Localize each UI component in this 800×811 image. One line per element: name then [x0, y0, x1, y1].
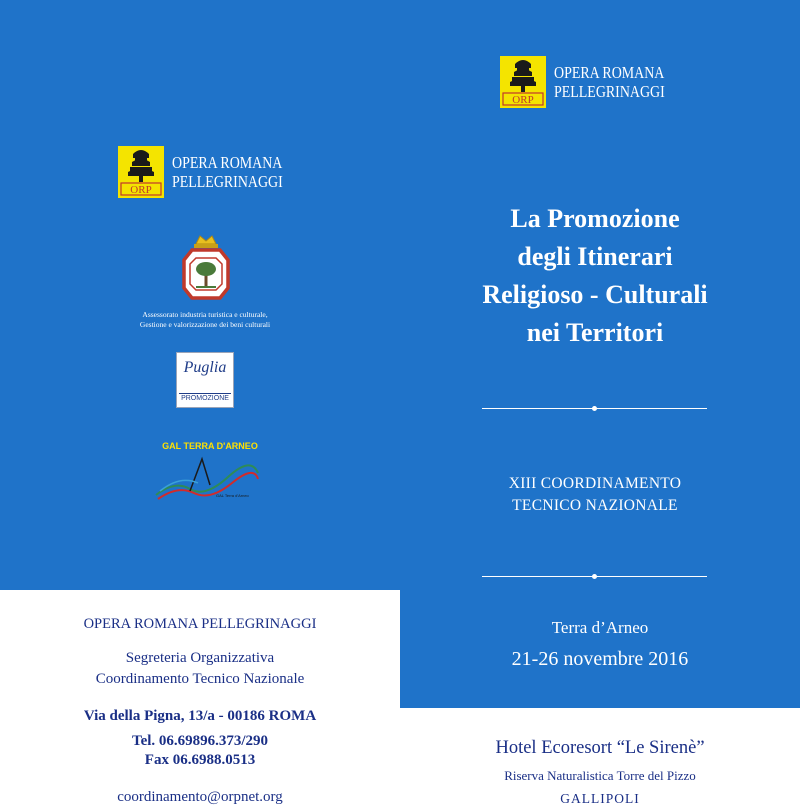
regione-puglia-crest-icon	[180, 232, 232, 302]
orp-logo-left	[118, 146, 307, 198]
subtitle-line-1: XIII COORDINAMENTO	[508, 475, 682, 492]
svg-text:ORP: ORP	[130, 184, 152, 196]
venue-hotel: Hotel Ecoresort “Le Sirenè”	[495, 738, 705, 758]
title-line-4: nei Territori	[526, 318, 664, 347]
divider-top-dot	[592, 406, 597, 411]
title-line-2: degli Itinerari	[517, 242, 673, 271]
subtitle-line-2: TECNICO NAZIONALE	[512, 497, 678, 514]
venue-reserve: Riserva Naturalistica Torre del Pizzo	[504, 768, 696, 783]
svg-text:GAL Terra d'Arneo: GAL Terra d'Arneo	[216, 493, 249, 498]
region-caption-line2: Gestione e valorizzazione dei beni culturali	[139, 320, 271, 329]
divider-bottom-dot	[592, 574, 597, 579]
orp-emblem-icon	[118, 146, 164, 198]
orp-name-line1: OPERA ROMANA	[172, 153, 283, 172]
contact-org: OPERA ROMANA PELLEGRINAGGI	[83, 616, 317, 632]
title-line-1: La Promozione	[510, 204, 680, 233]
region-caption	[100, 310, 310, 330]
puglia-promozione-label: PROMOZIONE	[181, 395, 229, 402]
event-place: Terra d’Arneo	[551, 618, 649, 637]
puglia-logo-word: Puglia	[183, 359, 227, 376]
title-line-3: Religioso - Culturali	[482, 280, 708, 309]
contact-email[interactable]: coordinamento@orpnet.org	[117, 789, 283, 805]
event-dates: 21-26 novembre 2016	[511, 648, 689, 670]
svg-text:ORP: ORP	[512, 94, 534, 106]
orp-emblem-icon	[500, 56, 546, 108]
contact-coordination: Coordinamento Tecnico Nazionale	[95, 671, 305, 687]
orp-name-line1: OPERA ROMANA	[554, 63, 665, 82]
orp-name-line2: PELLEGRINAGGI	[172, 172, 283, 191]
puglia-promozione-logo	[176, 352, 234, 408]
contact-secretariat: Segreteria Organizzativa	[125, 650, 275, 666]
main-title	[400, 200, 790, 352]
contact-address: Via della Pigna, 13/a - 00186 ROMA	[83, 708, 317, 724]
subtitle	[400, 473, 790, 517]
orp-logo-top	[500, 56, 689, 108]
contact-tel: Tel. 06.69896.373/290	[131, 733, 269, 749]
gal-title: GAL TERRA D'ARNEO	[162, 441, 258, 451]
gal-logo-waves-icon	[150, 455, 262, 503]
contact-fax: Fax 06.6988.0513	[144, 752, 256, 768]
venue-city: GALLIPOLI	[560, 791, 640, 806]
orp-name-line2: PELLEGRINAGGI	[554, 82, 665, 101]
region-caption-line1: Assessorato industria turistica e culturale,	[142, 310, 268, 319]
